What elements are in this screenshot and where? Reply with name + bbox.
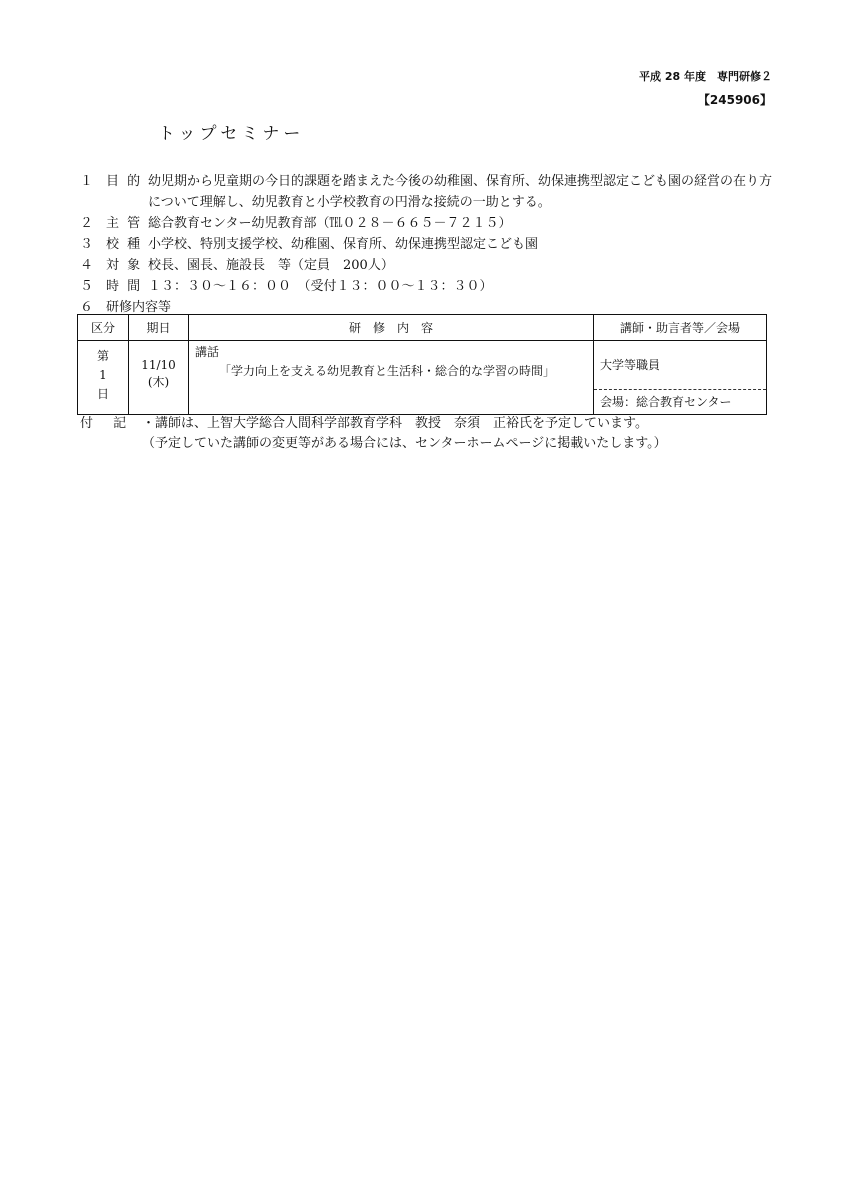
item-label: 目 的 xyxy=(106,174,143,189)
item-label: 時 間 xyxy=(106,279,143,294)
item-text: 小学校、特別支援学校、幼稚園、保育所、幼保連携型認定こども園 xyxy=(148,237,539,252)
item-number: １ xyxy=(80,174,94,189)
notes-line-2: （予定していた講師の変更等がある場合には、センターホームページに掲載いたします。） xyxy=(142,436,667,451)
session-weekday: (木) xyxy=(147,375,170,389)
outline-item-time xyxy=(80,276,780,297)
kubun-char: 日 xyxy=(96,387,109,401)
notes-line-1: ・講師は、上智大学総合人間科学部教育学科 教授 奈須 正裕氏を予定しています。 xyxy=(142,416,648,431)
kubun-char: 第 xyxy=(96,349,109,363)
header-content: 研 修 内 容 xyxy=(189,315,594,341)
cell-kubun xyxy=(78,341,129,415)
notes-section xyxy=(80,414,780,454)
item-number: ５ xyxy=(80,279,94,294)
item-number: ６ xyxy=(80,300,94,315)
outline-item-school-type xyxy=(80,234,780,255)
item-label: 校 種 xyxy=(106,237,143,252)
outline-item-organizer xyxy=(80,213,780,234)
item-label: 研修内容等 xyxy=(106,300,172,315)
header-kubun: 区分 xyxy=(78,315,129,341)
header-lecturer: 講師・助言者等／会場 xyxy=(594,315,767,341)
header-date: 期日 xyxy=(129,315,189,341)
item-number: ３ xyxy=(80,237,94,252)
item-label: 対 象 xyxy=(106,258,143,273)
item-number: ２ xyxy=(80,216,94,231)
outline-list xyxy=(80,171,780,318)
venue: 会場：総合教育センター xyxy=(600,395,732,409)
item-text: １３：３０～１６：００ （受付１３：００～１３：３０） xyxy=(148,279,493,294)
session-date: 11/10 xyxy=(141,358,176,372)
cell-date xyxy=(129,341,189,415)
item-number: ４ xyxy=(80,258,94,273)
schedule-table xyxy=(77,314,767,415)
cell-content xyxy=(189,341,594,415)
cell-lecturer xyxy=(594,341,767,415)
table-header-row xyxy=(78,315,767,341)
page-title: トップセミナー xyxy=(158,124,305,144)
item-text: 総合教育センター幼児教育部（℡０２８－６６５－７２１５） xyxy=(148,216,512,231)
content-title: 「学力向上を支える幼児教育と生活科・総合的な学習の時間」 xyxy=(219,364,556,378)
notes-row xyxy=(80,414,780,434)
item-label: 主 管 xyxy=(106,216,143,231)
course-code: 【245906】 xyxy=(697,93,772,107)
item-text: 幼児期から児童期の今日的課題を踏まえた今後の幼稚園、保育所、幼保連携型認定こども園の経営の在り方について理解し、幼児教育と小学校教育の円滑な接続の一助とする。 xyxy=(148,174,773,210)
kubun-char: 1 xyxy=(99,368,107,382)
outline-item-purpose xyxy=(80,171,780,213)
lecturer: 大学等職員 xyxy=(594,341,766,390)
fiscal-year-course: 平成 28 年度 専門研修２ xyxy=(639,70,772,83)
table-row xyxy=(78,341,767,415)
outline-item-target xyxy=(80,255,780,276)
item-text: 校長、園長、施設長 等（定員 200人） xyxy=(148,258,394,273)
notes-label: 付 記 xyxy=(80,416,135,431)
content-type: 講話 xyxy=(195,345,220,359)
